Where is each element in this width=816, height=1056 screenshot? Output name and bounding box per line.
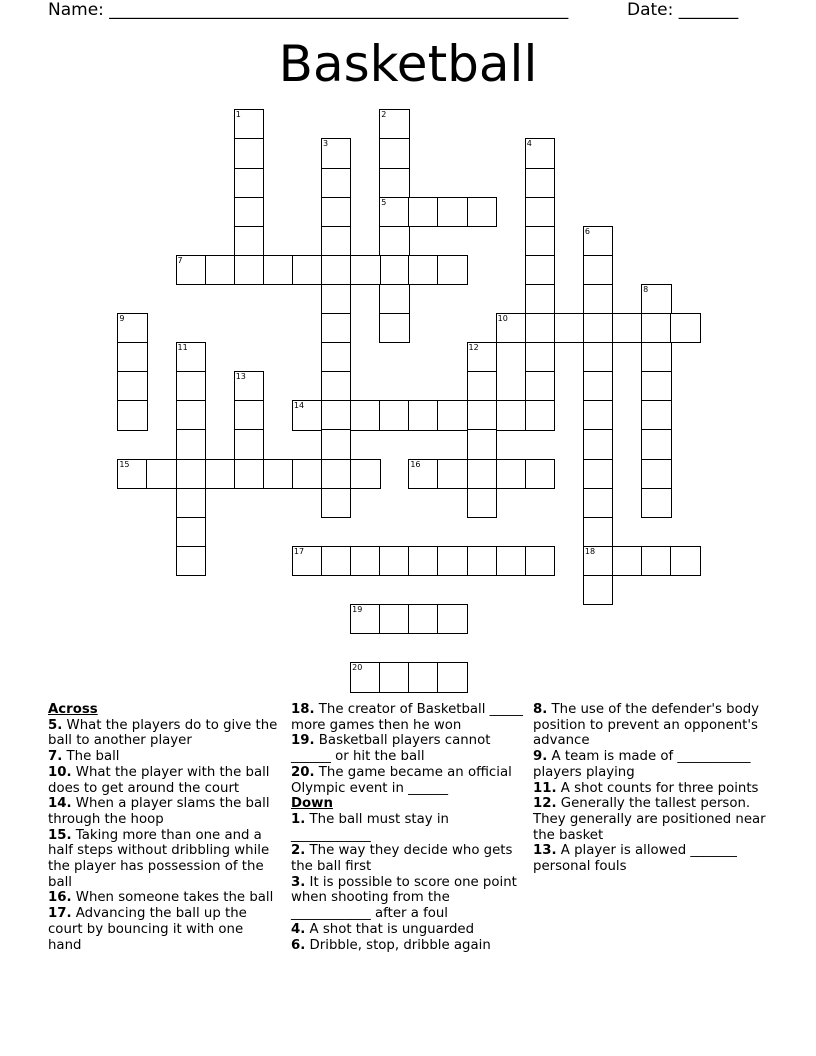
clue-number: 3 <box>323 139 329 149</box>
clue-across-5: 5. What the players do to give the ball to another player <box>48 717 278 749</box>
grid-cell[interactable] <box>496 459 526 489</box>
grid-cell[interactable] <box>321 197 351 227</box>
grid-cell[interactable] <box>583 342 613 372</box>
grid-cell[interactable] <box>379 546 409 576</box>
grid-cell[interactable] <box>321 313 351 343</box>
clue-down-9: 9. A team is made of ___________ players playing <box>533 749 751 780</box>
grid-cell[interactable] <box>350 546 380 576</box>
grid-cell[interactable] <box>467 371 497 401</box>
clue-across-20: 20. The game became an official Olympic event in ______ <box>291 764 512 796</box>
clue-number: 14 <box>293 401 305 411</box>
clues-column-1 <box>48 702 280 953</box>
grid-cell[interactable] <box>321 371 351 401</box>
clue-number: 12 <box>468 343 479 353</box>
down-heading: Down <box>291 796 333 812</box>
clue-down-4: 4. A shot that is unguarded <box>291 921 475 937</box>
grid-cell[interactable] <box>321 255 351 285</box>
clue-down-3: 3. It is possible to score one point when shooting from the ____________ after a foul <box>291 874 517 922</box>
clue-down-6: 6. Dribble, stop, dribble again <box>291 937 491 953</box>
grid-cell[interactable] <box>525 138 555 168</box>
grid-cell[interactable] <box>176 488 206 518</box>
grid-cell[interactable] <box>525 284 555 314</box>
grid-cell[interactable] <box>263 255 293 285</box>
clue-down-2: 2. The way they decide who gets the ball first <box>291 843 513 875</box>
grid-cell[interactable] <box>437 197 467 227</box>
clue-number: 17 <box>293 546 305 556</box>
clue-number: 11 <box>177 343 188 353</box>
grid-cell[interactable] <box>583 400 613 430</box>
grid-cell[interactable] <box>467 459 497 489</box>
grid-cell[interactable] <box>583 313 613 343</box>
grid-cell[interactable] <box>583 226 613 256</box>
clue-number: 18 <box>584 546 596 556</box>
grid-cell[interactable] <box>205 459 235 489</box>
grid-cell[interactable] <box>641 546 671 576</box>
grid-cell[interactable] <box>641 429 671 459</box>
grid-cell[interactable] <box>292 546 322 576</box>
grid-cell[interactable] <box>234 109 264 139</box>
grid-cell[interactable] <box>379 197 409 227</box>
grid-cell[interactable] <box>176 400 206 430</box>
grid-cell[interactable] <box>467 488 497 518</box>
grid-cell[interactable] <box>583 371 613 401</box>
grid-cell[interactable] <box>234 138 264 168</box>
clue-number: 13 <box>235 372 246 382</box>
grid-cell[interactable] <box>379 662 409 692</box>
grid-cell[interactable] <box>176 546 206 576</box>
grid-cell[interactable] <box>437 400 467 430</box>
grid-cell[interactable] <box>525 313 555 343</box>
grid-cell[interactable] <box>292 400 322 430</box>
grid-cell[interactable] <box>234 400 264 430</box>
grid-cell[interactable] <box>583 255 613 285</box>
clue-across-16: 16. When someone takes the ball <box>48 890 274 906</box>
grid-cell[interactable] <box>641 342 671 372</box>
clue-across-17: 17. Advancing the ball up the court by bouncing it with one hand <box>48 906 247 953</box>
grid-cell[interactable] <box>321 459 351 489</box>
clue-across-18: 18. The creator of Basketball _____ more games then he won <box>291 702 523 733</box>
grid-cell[interactable] <box>117 459 147 489</box>
grid-cell[interactable] <box>408 400 438 430</box>
grid-cell[interactable] <box>467 342 497 372</box>
grid-cell[interactable] <box>525 197 555 227</box>
grid-cell[interactable] <box>496 313 526 343</box>
grid-cell[interactable] <box>467 400 497 430</box>
grid-cell[interactable] <box>525 546 555 576</box>
grid-cell[interactable] <box>525 342 555 372</box>
grid-cell[interactable] <box>263 459 293 489</box>
clue-across-10: 10. What the player with the ball does to get around the court <box>48 764 270 796</box>
grid-cell[interactable] <box>525 400 555 430</box>
grid-cell[interactable] <box>379 604 409 634</box>
grid-cell[interactable] <box>525 168 555 198</box>
grid-cell[interactable] <box>496 400 526 430</box>
grid-cell[interactable] <box>583 459 613 489</box>
date-line[interactable]: Date: _______ <box>627 0 739 20</box>
clue-number: 4 <box>526 139 532 149</box>
grid-cell[interactable] <box>176 517 206 547</box>
grid-cell[interactable] <box>176 255 206 285</box>
grid-cell[interactable] <box>554 313 584 343</box>
grid-cell[interactable] <box>641 459 671 489</box>
grid-cell[interactable] <box>641 313 671 343</box>
grid-cell[interactable] <box>176 342 206 372</box>
grid-cell[interactable] <box>437 604 467 634</box>
grid-cell[interactable] <box>670 313 700 343</box>
grid-cell[interactable] <box>583 284 613 314</box>
grid-cell[interactable] <box>321 284 351 314</box>
grid-cell[interactable] <box>117 371 147 401</box>
grid-cell[interactable] <box>176 429 206 459</box>
grid-cell[interactable] <box>350 459 380 489</box>
clue-across-15: 15. Taking more than one and a half steps without dribbling while the player has possession of the ball <box>48 827 270 890</box>
grid-cell[interactable] <box>379 168 409 198</box>
grid-cell[interactable] <box>379 226 409 256</box>
grid-cell[interactable] <box>321 429 351 459</box>
grid-cell[interactable] <box>437 662 467 692</box>
grid-cell[interactable] <box>583 575 613 605</box>
grid-cell[interactable] <box>670 546 700 576</box>
grid-cell[interactable] <box>612 546 642 576</box>
grid-cell[interactable] <box>117 313 147 343</box>
grid-cell[interactable] <box>525 371 555 401</box>
grid-cell[interactable] <box>583 429 613 459</box>
clue-number: 16 <box>410 459 421 469</box>
grid-cell[interactable] <box>583 488 613 518</box>
grid-cell[interactable] <box>321 168 351 198</box>
grid-cell[interactable] <box>379 313 409 343</box>
grid-cell[interactable] <box>117 400 147 430</box>
grid-cell[interactable] <box>350 255 380 285</box>
grid-cell[interactable] <box>408 459 438 489</box>
grid-cell[interactable] <box>321 546 351 576</box>
grid-cell[interactable] <box>525 226 555 256</box>
clue-number: 7 <box>177 255 183 265</box>
grid-cell[interactable] <box>437 459 467 489</box>
clue-number: 15 <box>119 459 130 469</box>
grid-cell[interactable] <box>641 400 671 430</box>
clue-across-7: 7. The ball <box>48 749 120 765</box>
clue-down-12: 12. Generally the tallest person. They generally are positioned near the basket <box>533 796 766 843</box>
clue-down-1: 1. The ball must stay in ____________ <box>291 811 449 843</box>
grid-cell[interactable] <box>292 459 322 489</box>
grid-cell[interactable] <box>321 138 351 168</box>
grid-cell[interactable] <box>467 197 497 227</box>
grid-cell[interactable] <box>467 429 497 459</box>
grid-cell[interactable] <box>234 429 264 459</box>
grid-cell[interactable] <box>379 400 409 430</box>
clue-across-19: 19. Basketball players cannot ______ or hit the ball <box>291 733 491 765</box>
clue-down-11: 11. A shot counts for three points <box>533 780 759 796</box>
grid-cell[interactable] <box>467 546 497 576</box>
name-line[interactable]: Name: ______________________________________________________ <box>48 0 569 20</box>
clue-number: 9 <box>119 314 125 323</box>
clue-number: 20 <box>352 663 363 673</box>
grid-cell[interactable] <box>408 546 438 576</box>
grid-cell[interactable] <box>292 255 322 285</box>
clue-number: 10 <box>497 314 508 323</box>
grid-cell[interactable] <box>408 662 438 692</box>
grid-cell[interactable] <box>496 546 526 576</box>
clue-number: 8 <box>643 284 649 294</box>
grid-cell[interactable] <box>437 255 467 285</box>
grid-cell[interactable] <box>321 488 351 518</box>
page-title: Basketball <box>278 35 538 93</box>
grid-cell[interactable] <box>583 546 613 576</box>
grid-cell[interactable] <box>234 459 264 489</box>
grid-cell[interactable] <box>408 255 438 285</box>
grid-cell[interactable] <box>525 255 555 285</box>
grid-cell[interactable] <box>408 604 438 634</box>
grid-cell[interactable] <box>408 197 438 227</box>
grid-cell[interactable] <box>379 138 409 168</box>
clue-down-13: 13. A player is allowed _______ personal fouls <box>533 843 737 875</box>
grid-cell[interactable] <box>379 255 409 285</box>
grid-cell[interactable] <box>437 546 467 576</box>
across-heading: Across <box>48 702 98 717</box>
grid-cell[interactable] <box>234 371 264 401</box>
grid-cell[interactable] <box>350 604 380 634</box>
clue-number: 19 <box>352 605 363 614</box>
clue-number: 5 <box>381 197 387 207</box>
grid-cell[interactable] <box>641 284 671 314</box>
grid-cell[interactable] <box>321 342 351 372</box>
clue-number: 6 <box>584 226 590 236</box>
grid-cell[interactable] <box>379 284 409 314</box>
clues-column-3 <box>533 702 769 875</box>
clues-column-2 <box>291 702 523 953</box>
clue-across-14: 14. When a player slams the ball through the hoop <box>48 796 270 827</box>
grid-cell[interactable] <box>525 459 555 489</box>
grid-cell[interactable] <box>234 197 264 227</box>
grid-cell[interactable] <box>176 459 206 489</box>
grid-cell[interactable] <box>350 400 380 430</box>
clue-number: 2 <box>381 110 387 120</box>
grid-cell[interactable] <box>117 342 147 372</box>
grid-cell[interactable] <box>234 226 264 256</box>
grid-cell[interactable] <box>176 371 206 401</box>
grid-cell[interactable] <box>321 226 351 256</box>
clue-number: 1 <box>235 110 241 120</box>
grid-cell[interactable] <box>205 255 235 285</box>
grid-cell[interactable] <box>641 371 671 401</box>
grid-cell[interactable] <box>379 109 409 139</box>
grid-cell[interactable] <box>321 400 351 430</box>
grid-cell[interactable] <box>350 662 380 692</box>
grid-cell[interactable] <box>234 255 264 285</box>
grid-cell[interactable] <box>612 313 642 343</box>
grid-cell[interactable] <box>583 517 613 547</box>
grid-cell[interactable] <box>146 459 176 489</box>
grid-cell[interactable] <box>234 168 264 198</box>
grid-cell[interactable] <box>641 488 671 518</box>
clue-down-8: 8. The use of the defender's body position to prevent an opponent's advance <box>533 702 760 749</box>
